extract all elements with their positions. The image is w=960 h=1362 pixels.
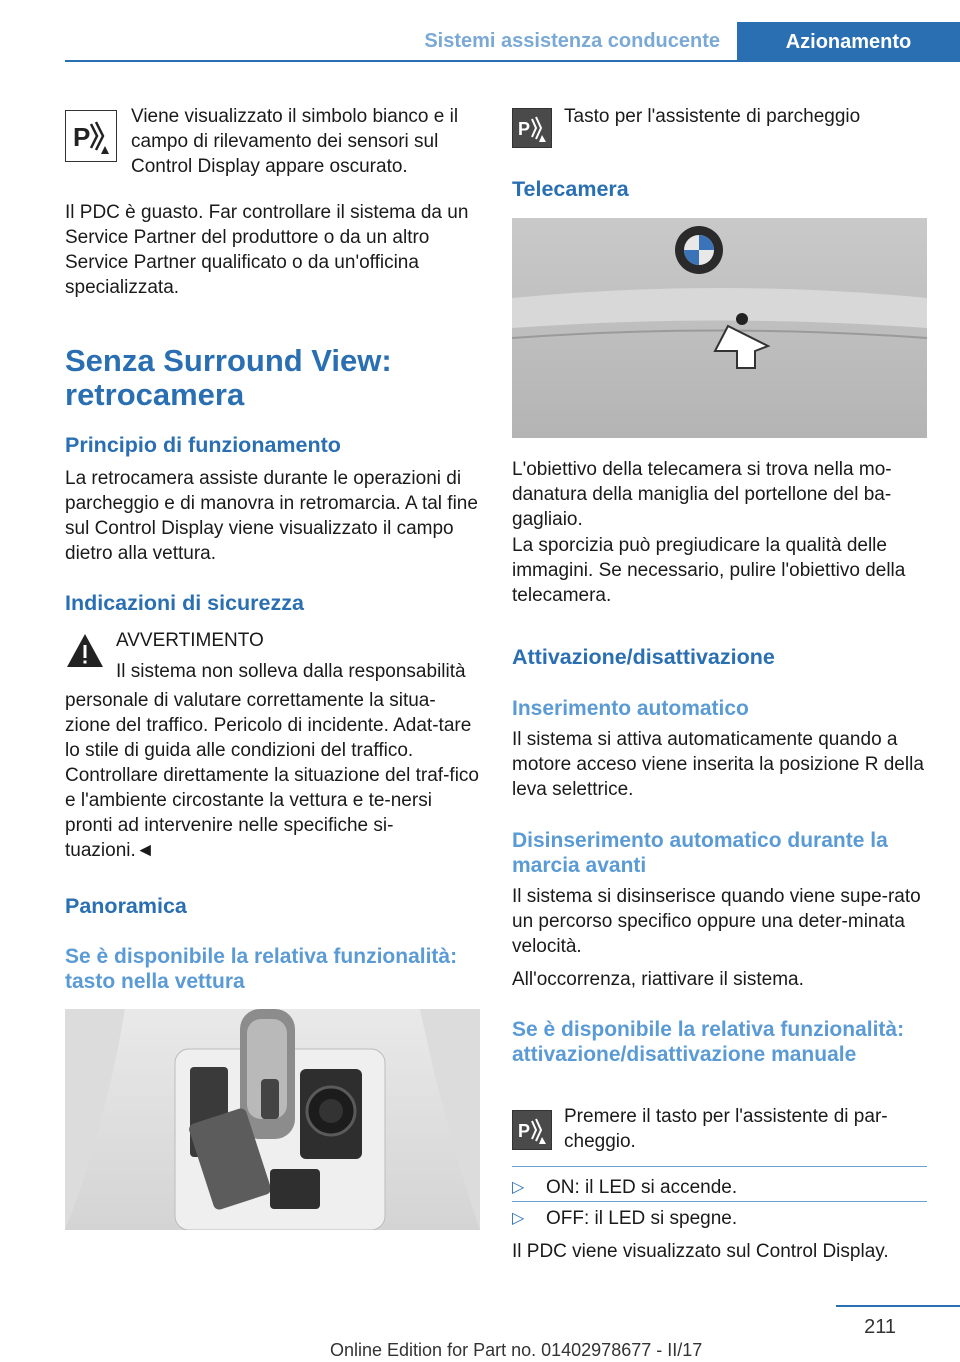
list-divider-middle bbox=[512, 1201, 927, 1202]
warning-icon bbox=[65, 632, 105, 670]
safety-heading: Indicazioni di sicurezza bbox=[65, 591, 304, 615]
section-title: Senza Surround View: retrocamera bbox=[65, 343, 392, 412]
auto-on-text: Il sistema si attiva automaticamente quando a motore acceso viene inserita la posizione R della leva selettrice. bbox=[512, 729, 924, 800]
svg-text:P: P bbox=[518, 119, 531, 139]
principle-heading: Principio di funzionamento bbox=[65, 433, 341, 457]
auto-on-heading: Inserimento automatico bbox=[512, 697, 749, 720]
camera-heading: Telecamera bbox=[512, 177, 629, 201]
list-item: ▷ OFF: il LED si spegne. bbox=[512, 1208, 738, 1229]
auto-off-text: Il sistema si disinserisce quando viene supe-rato un percorso specifico oppure una deter-minata velocità. bbox=[512, 886, 921, 957]
triangle-bullet-icon: ▷ bbox=[512, 1179, 525, 1196]
reactivate-text: All'occorrenza, riattivare il sistema. bbox=[512, 969, 804, 990]
header-section-title: Sistemi assistenza conducente bbox=[424, 30, 720, 52]
activation-heading: Attivazione/disattivazione bbox=[512, 645, 775, 669]
led-status-list bbox=[512, 1175, 927, 1200]
list-divider-top bbox=[512, 1166, 927, 1167]
warning-text: personale di valutare correttamente la situa-zione del traffico. Pericolo di incidente. Adat-tare lo stile di guida alle condizioni del traffico. Controllare direttamente la situazione del traf-fico e l'ambiente circostante la vettura e te-nersi pronti ad intervenire nelle specifiche si-tuazioni.◄ bbox=[65, 690, 479, 861]
warning-label: AVVERTIMENTO bbox=[116, 630, 264, 651]
header-chapter-tab: Azionamento bbox=[737, 22, 960, 62]
center-console-photo bbox=[65, 1009, 480, 1230]
svg-text:P: P bbox=[73, 122, 91, 152]
pdc-display-text: Il PDC viene visualizzato sul Control Display. bbox=[512, 1241, 889, 1262]
warning-first-line: Il sistema non solleva dalla responsabilità bbox=[116, 661, 466, 682]
button-caption: Tasto per l'assistente di parcheggio bbox=[564, 106, 861, 127]
lens-location-text: L'obiettivo della telecamera si trova nella mo-danatura della maniglia del portellone del ba-gagliaio. bbox=[512, 459, 892, 530]
svg-text:P: P bbox=[518, 1121, 531, 1141]
header-rule bbox=[65, 60, 960, 62]
page-number: 211 bbox=[864, 1316, 896, 1338]
list-item: ▷ ON: il LED si accende. bbox=[512, 1177, 738, 1198]
manual-press-text: Premere il tasto per l'assistente di par-cheggio. bbox=[564, 1106, 888, 1152]
principle-text: La retrocamera assiste durante le operazioni di parcheggio e di manovra in retromarcia. A tal fine sul Control Display viene visualizzato il campo dietro alla vettura. bbox=[65, 468, 478, 564]
footer-rule bbox=[836, 1305, 960, 1307]
rear-camera-photo bbox=[512, 218, 927, 438]
parking-assistant-button-icon-2 bbox=[512, 1110, 552, 1150]
button-heading: Se è disponibile la relativa funzionalità: tasto nella vettura bbox=[65, 945, 458, 993]
manual-heading: Se è disponibile la relativa funzionalità: attivazione/disattivazione manuale bbox=[512, 1018, 905, 1066]
pdc-sensor-icon bbox=[65, 110, 117, 162]
edition-text: Online Edition for Part no. 01402978677 - II/17 bbox=[330, 1340, 703, 1360]
pdc-icon-description: Viene visualizzato il simbolo bianco e il campo di rilevamento dei sensori sul Control Display appare oscurato. bbox=[131, 106, 459, 177]
overview-heading: Panoramica bbox=[65, 894, 187, 918]
triangle-bullet-icon: ▷ bbox=[512, 1210, 525, 1227]
parking-assistant-button-icon bbox=[512, 108, 552, 148]
auto-off-heading: Disinserimento automatico durante la marcia avanti bbox=[512, 829, 888, 877]
pdc-fault-text: Il PDC è guasto. Far controllare il sistema da un Service Partner del produttore o da un altro Service Partner qualificato o da un'officina specializzata. bbox=[65, 202, 469, 298]
dirt-warning-text: La sporcizia può pregiudicare la qualità delle immagini. Se necessario, pulire l'obiettivo della telecamera. bbox=[512, 535, 906, 606]
